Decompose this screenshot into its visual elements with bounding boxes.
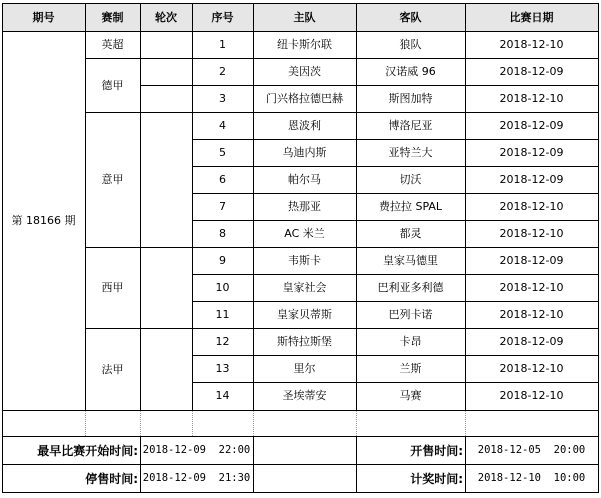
header-seq: 序号 [192,3,253,31]
match-away-team: 卡昂 [399,335,422,348]
match-home-team: 帕尔马 [288,173,321,186]
match-seq: 10 [215,281,230,294]
match-home-team: 韦斯卡 [288,254,321,267]
grid-line [85,3,86,411]
match-away-team: 汉诺威 96 [385,65,436,78]
match-away-team: 狼队 [399,38,422,51]
grid-line [2,464,599,465]
empty-row-divider [85,411,86,436]
match-seq: 7 [219,200,226,213]
match-round [140,328,192,355]
settle-value: 2018-12-10 10:00 [477,472,586,485]
match-home-team: 乌迪内斯 [282,146,327,159]
grid-line [140,436,141,493]
match-away-team: 巴利亚多利德 [377,281,444,294]
match-round [140,58,192,85]
issue-number: 第 18166 期 [11,214,76,227]
grid-line [2,436,599,437]
match-date: 2018-12-09 [499,146,564,159]
match-home-team: 恩波利 [288,119,321,132]
sale-start-value: 2018-12-05 20:00 [477,444,586,457]
sale-stop-label: 停售时间: [85,471,138,486]
match-date: 2018-12-10 [499,38,564,51]
match-date: 2018-12-09 [499,65,564,78]
match-seq: 5 [219,146,226,159]
header-issue: 期号 [2,3,85,31]
match-home-team: 皇家社会 [282,281,327,294]
grid-line [85,247,193,248]
sale-stop-value: 2018-12-09 21:30 [142,472,251,485]
match-home-team: 圣埃蒂安 [282,389,327,402]
league-la-liga: 西甲 [101,281,124,294]
grid-line [598,3,599,493]
match-seq: 4 [219,119,226,132]
match-seq: 14 [215,389,230,402]
grid-line [85,328,193,329]
match-away-team: 都灵 [399,227,422,240]
match-date: 2018-12-10 [499,308,564,321]
match-round [140,139,192,166]
match-away-team: 马赛 [399,389,422,402]
match-date: 2018-12-09 [499,173,564,186]
match-home-team: 美因茨 [288,65,321,78]
match-home-team: 皇家贝蒂斯 [277,308,332,321]
match-seq: 6 [219,173,226,186]
settle-label: 计奖时间: [410,471,463,486]
match-date: 2018-12-10 [499,200,564,213]
match-home-team: AC 米兰 [284,227,325,240]
match-away-team: 巴列卡诺 [388,308,433,321]
match-seq: 1 [219,38,226,51]
league-premier: 英超 [101,38,124,51]
earliest-start-value: 2018-12-09 22:00 [142,444,251,457]
match-away-team: 费拉拉 SPAL [378,200,443,213]
match-seq: 9 [219,254,226,267]
match-round [140,31,192,58]
grid-line [2,3,3,493]
empty-row-divider [140,411,141,436]
league-bundesliga: 德甲 [101,78,124,92]
match-date: 2018-12-09 [499,335,564,348]
match-seq: 2 [219,65,226,78]
match-round [140,166,192,193]
match-home-team: 纽卡斯尔联 [277,38,332,51]
empty-row-divider [253,411,254,436]
match-date: 2018-12-10 [499,389,564,402]
match-home-team: 斯特拉斯堡 [277,335,332,348]
match-round [140,274,192,301]
match-round [140,85,192,112]
match-seq: 8 [219,227,226,240]
grid-line [85,58,193,59]
league-serie-a: 意甲 [101,173,124,186]
grid-line [85,112,193,113]
earliest-start-label: 最早比赛开始时间: [37,443,138,458]
match-date: 2018-12-10 [499,281,564,294]
grid-line [140,85,193,86]
grid-line [356,436,357,493]
match-seq: 3 [219,92,226,105]
match-date: 2018-12-09 [499,254,564,267]
match-round [140,355,192,382]
header-away: 客队 [356,3,465,31]
match-away-team: 博洛尼亚 [388,119,433,132]
header-date: 比赛日期 [465,3,598,31]
match-date: 2018-12-10 [499,227,564,240]
match-away-team: 亚特兰大 [388,146,433,159]
empty-row-divider [465,411,466,436]
grid-line [465,3,466,411]
match-round [140,247,192,274]
match-seq: 12 [215,335,230,348]
match-away-team: 皇家马德里 [383,254,438,267]
grid-line [140,3,141,411]
empty-row-divider [192,411,193,436]
grid-line [2,492,599,493]
header-home: 主队 [253,3,356,31]
match-date: 2018-12-10 [499,362,564,375]
match-round [140,112,192,139]
grid-line [2,31,599,32]
header-round: 轮次 [140,3,192,31]
match-round [140,382,192,409]
header-league: 赛制 [85,3,140,31]
empty-row-divider [356,411,357,436]
grid-line [465,436,466,493]
league-ligue-1: 法甲 [101,362,124,376]
match-round [140,301,192,328]
match-seq: 11 [215,308,230,321]
grid-line [253,3,254,411]
grid-line [2,3,599,4]
match-home-team: 热那亚 [288,200,321,213]
match-date: 2018-12-10 [499,92,564,105]
sale-start-label: 开售时间: [410,443,463,458]
grid-line [356,3,357,411]
match-away-team: 切沃 [399,173,422,186]
match-home-team: 门兴格拉德巴赫 [266,92,343,105]
match-away-team: 兰斯 [399,362,422,375]
grid-line [192,3,193,411]
match-date: 2018-12-09 [499,119,564,132]
grid-line [2,410,599,411]
match-away-team: 斯图加特 [388,92,433,105]
match-round [140,193,192,220]
match-round [140,220,192,247]
grid-line [253,436,254,493]
match-seq: 13 [215,362,230,375]
match-home-team: 里尔 [293,362,316,375]
